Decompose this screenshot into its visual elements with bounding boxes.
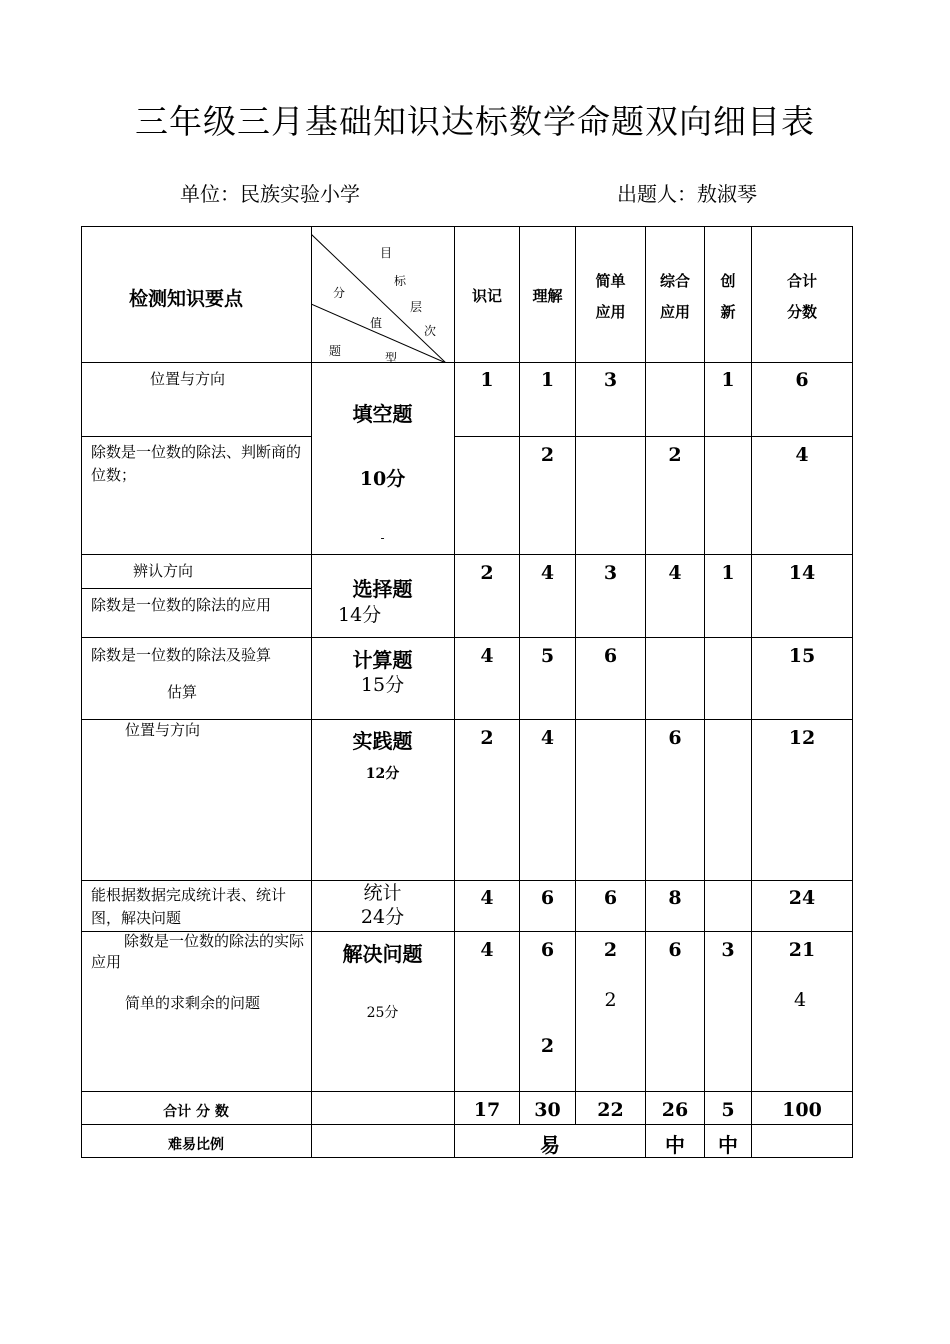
- r4-memorize: 4: [480, 645, 494, 667]
- point-r5: 位置与方向: [125, 721, 201, 739]
- diag-label-6: 值: [370, 316, 383, 330]
- type-stats-score: 24分: [360, 906, 405, 928]
- point-r4b: 估算: [167, 683, 198, 701]
- total-simple: 22: [597, 1099, 624, 1121]
- header-col-simple-apply: 简单 应用: [595, 272, 626, 321]
- type-solve-score: 25分: [366, 1005, 399, 1021]
- diag-label-5: 分: [333, 286, 346, 300]
- r6-understand: 6: [540, 887, 555, 909]
- r5-total: 12: [788, 727, 816, 749]
- point-r1: 位置与方向: [150, 370, 226, 388]
- r4-total: 15: [788, 645, 816, 667]
- type-calc: 计算题: [352, 648, 413, 672]
- r7-complex: 6: [668, 939, 682, 961]
- header-col-understand: 理解: [532, 287, 563, 305]
- r7-innovate: 3: [721, 939, 735, 961]
- r5-understand: 4: [540, 727, 555, 749]
- header-col-complex-apply: 综合 应用: [659, 272, 690, 321]
- diag-label-8: 型: [385, 351, 398, 365]
- r7-simple: 2: [603, 939, 618, 961]
- header-knowledge: 检测知识要点: [129, 288, 244, 310]
- point-r4a: 除数是一位数的除法及验算: [91, 646, 272, 664]
- header-col-total: 合计 分数: [786, 272, 817, 321]
- type-choice-score: 14分: [338, 604, 382, 626]
- type-fill-blank-score: 10分: [359, 468, 406, 490]
- type-practice-score: 12分: [365, 766, 400, 782]
- r3-innovate: 1: [721, 562, 735, 584]
- r2-total: 4: [795, 444, 809, 466]
- r6-total: 24: [788, 887, 816, 909]
- diag-label-3: 层: [410, 300, 423, 314]
- r7-total-sub: 4: [794, 989, 807, 1011]
- total-memorize: 17: [473, 1099, 501, 1121]
- type-stats: 统计: [363, 882, 402, 904]
- r7-memorize: 4: [480, 939, 494, 961]
- diag-label-2: 标: [394, 274, 407, 288]
- difficulty-mid-1: 中: [665, 1133, 685, 1157]
- type-fill-blank: 填空题: [352, 402, 413, 426]
- r1-simple: 3: [603, 369, 618, 391]
- r4-simple: 6: [603, 645, 618, 667]
- point-r3b: 除数是一位数的除法的应用: [91, 596, 272, 614]
- type-calc-score: 15分: [360, 674, 405, 696]
- r1-innovate: 1: [721, 369, 735, 391]
- page-title: 三年级三月基础知识达标数学命题双向细目表: [135, 102, 815, 141]
- r7-total: 21: [788, 939, 816, 961]
- difficulty-mid-2: 中: [718, 1133, 738, 1157]
- r1-total: 6: [795, 369, 809, 391]
- type-choice: 选择题: [352, 577, 413, 601]
- point-r2: 除数是一位数的除法、判断商的位数；: [91, 443, 302, 484]
- author-label: 出题人：敖淑琴: [617, 182, 757, 206]
- r1-memorize: 1: [480, 369, 494, 391]
- point-r6: 能根据数据完成统计表、统计图，解决问题: [91, 886, 287, 927]
- r4-understand: 5: [540, 645, 555, 667]
- type-solve: 解决问题: [342, 942, 423, 966]
- r3-complex: 4: [668, 562, 682, 584]
- r5-memorize: 2: [480, 727, 494, 749]
- r7-understand-sub: 2: [540, 1035, 555, 1057]
- point-r7a: 除数是一位数的除法的实际应用: [91, 932, 305, 971]
- totals-label: 合计 分 数: [163, 1104, 229, 1120]
- difficulty-easy: 易: [540, 1133, 560, 1157]
- difficulty-label: 难易比例: [168, 1137, 224, 1153]
- r3-memorize: 2: [480, 562, 494, 584]
- r7-understand: 6: [540, 939, 555, 961]
- diag-label-7: 题: [329, 344, 342, 358]
- r7-simple-sub: 2: [604, 989, 617, 1011]
- spec-table: [81, 226, 853, 1158]
- r6-complex: 8: [668, 887, 682, 909]
- r2-understand: 2: [540, 444, 555, 466]
- header-col-memorize: 识记: [471, 287, 502, 305]
- total-understand: 30: [534, 1099, 561, 1121]
- r3-total: 14: [788, 562, 816, 584]
- header-col-innovate: 创 新: [720, 272, 736, 321]
- point-r3a: 辨认方向: [133, 562, 194, 580]
- total-complex: 26: [661, 1099, 689, 1121]
- r3-simple: 3: [603, 562, 618, 584]
- diag-label-1: 目: [380, 246, 393, 260]
- r5-complex: 6: [668, 727, 682, 749]
- r6-memorize: 4: [480, 887, 494, 909]
- total-innovate: 5: [721, 1099, 735, 1121]
- r1-understand: 1: [540, 369, 555, 391]
- r6-simple: 6: [603, 887, 618, 909]
- r2-complex: 2: [668, 444, 682, 466]
- type-practice: 实践题: [352, 729, 413, 753]
- r3-understand: 4: [540, 562, 555, 584]
- unit-label: 单位：民族实验小学: [180, 182, 360, 206]
- point-r7b: 简单的求剩余的问题: [125, 994, 261, 1012]
- type-fill-blank-dash: -: [380, 531, 385, 545]
- total-total: 100: [782, 1099, 822, 1121]
- diag-label-4: 次: [424, 324, 437, 338]
